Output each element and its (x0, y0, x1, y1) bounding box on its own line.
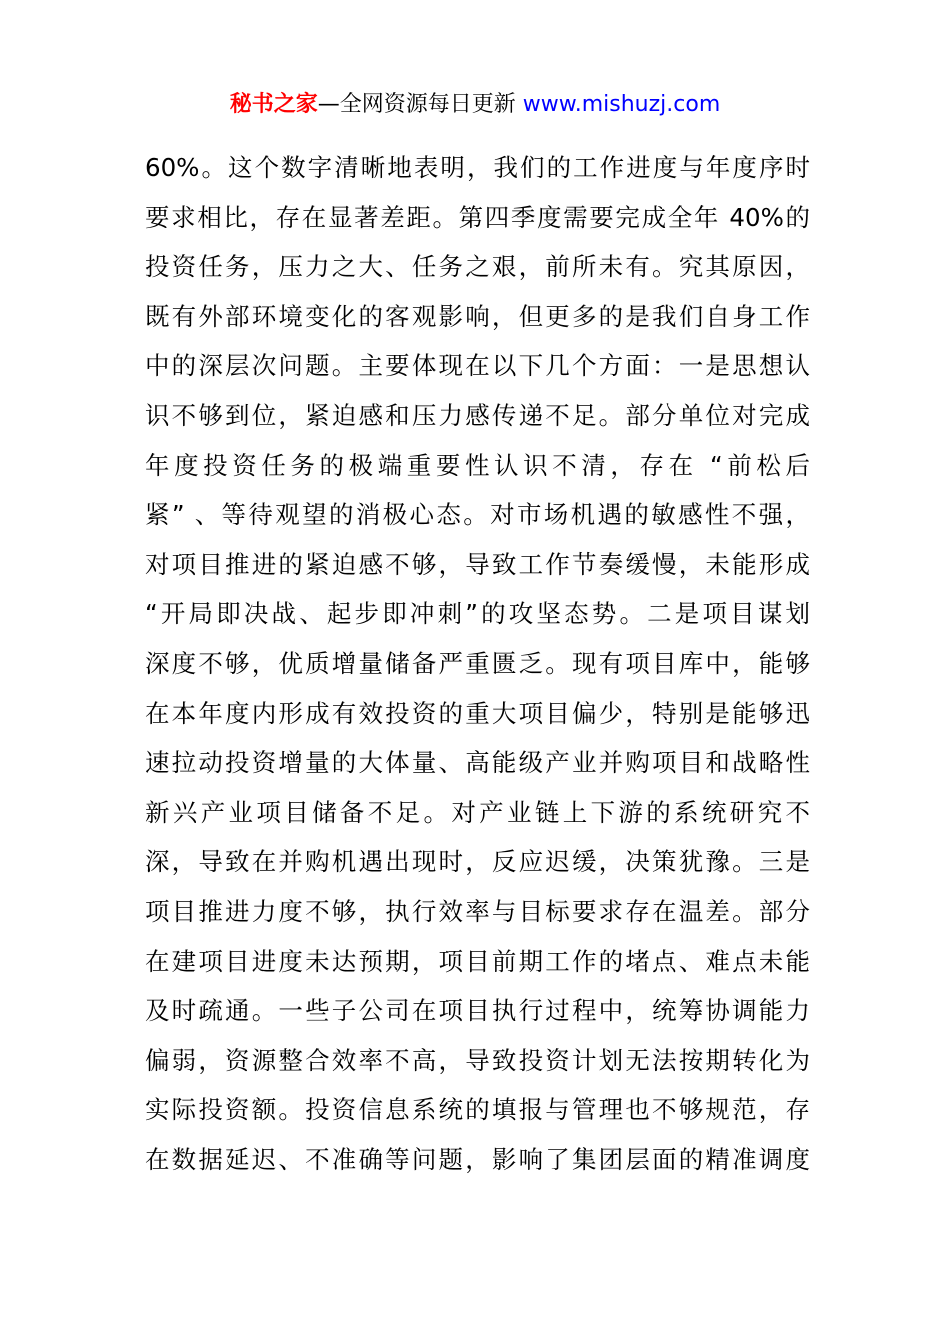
body-line: 项目推进力度不够，执行效率与目标要求存在温差。部分 (145, 896, 810, 926)
body-line: 深度不够，优质增量储备严重匮乏。现有项目库中，能够 (145, 648, 810, 678)
body-line: 既有外部环境变化的客观影响，但更多的是我们自身工作 (145, 301, 810, 331)
body-line: 及时疏通。一些子公司在项目执行过程中，统筹协调能力 (145, 996, 810, 1026)
body-line: 对项目推进的紧迫感不够，导致工作节奏缓慢，未能形成 (145, 549, 810, 579)
body-line: 年度投资任务的极端重要性认识不清，存在 “前松后 (145, 450, 810, 480)
body-line: 在数据延迟、不准确等问题，影响了集团层面的精准调度 (145, 1144, 810, 1174)
body-line: 实际投资额。投资信息系统的填报与管理也不够规范，存 (145, 1095, 810, 1125)
brand-name: 秘书之家 (229, 92, 318, 117)
body-line: 深，导致在并购机遇出现时，反应迟缓，决策犹豫。三是 (145, 847, 810, 877)
page-header (0, 88, 950, 122)
body-line: 在本年度内形成有效投资的重大项目偏少，特别是能够迅 (145, 698, 810, 728)
body-line: 中的深层次问题。主要体现在以下几个方面：一是思想认 (145, 351, 810, 381)
document-body (145, 143, 810, 1184)
body-line: 紧” 、等待观望的消极心态。对市场机遇的敏感性不强， (145, 500, 810, 530)
body-line: 60%。这个数字清晰地表明，我们的工作进度与年度序时 (145, 153, 810, 182)
body-line: 识不够到位，紧迫感和压力感传递不足。部分单位对完成 (145, 400, 810, 430)
body-line: 速拉动投资增量的大体量、高能级产业并购项目和战略性 (145, 748, 810, 778)
site-url[interactable]: www.mishuzj.com (522, 92, 721, 117)
body-line: 投资任务，压力之大、任务之艰，前所未有。究其原因， (145, 252, 810, 282)
header-tagline: —全网资源每日更新 (317, 92, 516, 117)
body-line: “开局即决战、起步即冲刺”的攻坚态势。二是项目谋划 (145, 599, 810, 629)
body-line: 新兴产业项目储备不足。对产业链上下游的系统研究不 (145, 797, 810, 827)
body-line: 在建项目进度未达预期，项目前期工作的堵点、难点未能 (145, 946, 810, 976)
body-line: 要求相比，存在显著差距。第四季度需要完成全年 40%的 (145, 202, 810, 232)
body-line: 偏弱，资源整合效率不高，导致投资计划无法按期转化为 (145, 1045, 810, 1075)
